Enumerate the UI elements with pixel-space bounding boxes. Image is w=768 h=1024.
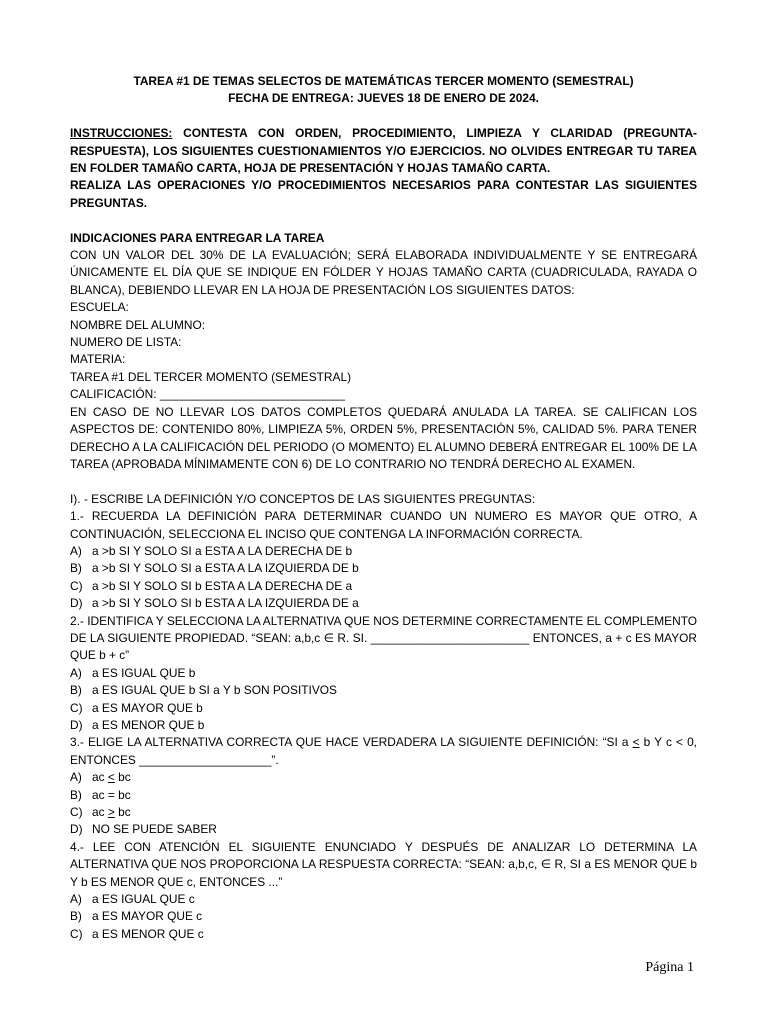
- document-body: [70, 73, 697, 943]
- delivery-heading: INDICACIONES PARA ENTREGAR LA TAREA: [70, 230, 325, 245]
- question-2: 2.- IDENTIFICA Y SELECCIONA LA ALTERNATIVA QUE NOS DETERMINE CORRECTAMENTE EL COMPLEMENTO DE LA SIGUIENTE PROPIEDAD. “SEAN: a,b,c ∈ R. SI. ________________________ ENTONCES, a + c ES MAYOR QUE b + c”: [70, 613, 697, 663]
- field-tarea: TAREA #1 DEL TERCER MOMENTO (SEMESTRAL): [70, 369, 352, 384]
- q3-option-a: A) ac < bc: [70, 770, 131, 785]
- q4-option-b: B) a ES MAYOR QUE c: [70, 909, 203, 924]
- instructions-paragraph: [70, 125, 697, 177]
- instructions-label: INSTRUCCIONES:: [70, 126, 173, 141]
- document-title: TAREA #1 DE TEMAS SELECTOS DE MATEMÁTICAS TERCER MOMENTO (SEMESTRAL): [133, 74, 634, 88]
- q2-option-b: B) a ES IGUAL QUE b SI a Y b SON POSITIVOS: [70, 683, 337, 698]
- delivery-intro: CON UN VALOR DEL 30% DE LA EVALUACIÓN; SERÁ ELABORADA INDIVIDUALMENTE Y SE ENTREGARÁ ÚNICAMENTE EL DÍA QUE SE INDIQUE EN FÓLDER Y HOJAS TAMAÑO CARTA (CUADRICULADA, RAYADA O BLANCA), DEBIENDO LLEVAR EN LA HOJA DE PRESENTACIÓN LOS SIGUIENTES DATOS:: [70, 248, 697, 297]
- field-calificacion: CALIFICACIÓN: ____________________________: [70, 387, 346, 402]
- q1-option-b: B) a >b SI Y SOLO SI a ESTA A LA IZQUIERDA DE b: [70, 561, 359, 576]
- question-3: 3.- ELIGE LA ALTERNATIVA CORRECTA QUE HACE VERDADERA LA SIGUIENTE DEFINICIÓN: “SI a < b Y c < 0, ENTONCES ____________________”.: [70, 735, 697, 767]
- field-escuela: ESCUELA:: [70, 300, 129, 315]
- q3-option-c: C) ac > bc: [70, 805, 131, 820]
- question-1: 1.- RECUERDA LA DEFINICIÓN PARA DETERMINAR CUANDO UN NUMERO ES MAYOR QUE OTRO, A CONTINUACIÓN, SELECCIONA EL INCISO QUE CONTENGA LA INFORMACIÓN CORRECTA.: [70, 509, 697, 541]
- page-number: Página 1: [645, 960, 694, 975]
- instructions-extra: REALIZA LAS OPERACIONES Y/O PROCEDIMIENTOS NECESARIOS PARA CONTESTAR LAS SIGUIENTES PREGUNTAS.: [70, 178, 697, 210]
- delivery-rules: EN CASO DE NO LLEVAR LOS DATOS COMPLETOS QUEDARÁ ANULADA LA TAREA. SE CALIFICAN LOS ASPECTOS DE: CONTENIDO 80%, LIMPIEZA 5%, ORDEN 5%, PRESENTACIÓN 5%, CALIDAD 5%. PARA TENER DERECHO A LA CALIFICACIÓN DEL PERIODO (O MOMENTO) EL ALUMNO DEBERÁ ENTREGAR EL 100% DE LA TAREA (APROBADA MÍNIMAMENTE CON 6) DE LO CONTRARIO NO TENDRÁ DERECHO AL EXAMEN.: [70, 404, 697, 471]
- q4-option-a: A) a ES IGUAL QUE c: [70, 892, 195, 907]
- due-date: FECHA DE ENTREGA: JUEVES 18 DE ENERO DE 2024.: [228, 91, 539, 106]
- section-heading: I). - ESCRIBE LA DEFINICIÓN Y/O CONCEPTOS DE LAS SIGUIENTES PREGUNTAS:: [70, 491, 536, 506]
- less-equal-symbol: <: [632, 735, 640, 750]
- q2-option-d: D) a ES MENOR QUE b: [70, 717, 205, 732]
- q1-option-c: C) a >b SI Y SOLO SI b ESTA A LA DERECHA DE a: [70, 578, 353, 593]
- field-nombre: NOMBRE DEL ALUMNO:: [70, 317, 206, 332]
- q2-option-c: C) a ES MAYOR QUE b: [70, 700, 203, 715]
- q4-option-c: C) a ES MENOR QUE c: [70, 926, 204, 941]
- field-materia: MATERIA:: [70, 352, 126, 367]
- q2-option-a: A) a ES IGUAL QUE b: [70, 665, 196, 680]
- q1-option-d: D) a >b SI Y SOLO SI b ESTA A LA IZQUIERDA DE a: [70, 596, 359, 611]
- question-4: 4.- LEE CON ATENCIÓN EL SIGUIENTE ENUNCIADO Y DESPUÉS DE ANALIZAR LO DETERMINA LA ALTERNATIVA QUE NOS PROPORCIONA LA RESPUESTA CORRECTA: “SEAN: a,b,c, ∈ R, SI a ES MENOR QUE b Y b ES MENOR QUE c, ENTONCES ...”: [70, 839, 697, 889]
- q3-option-b: B) ac = bc: [70, 787, 131, 802]
- q3-option-d: D) NO SE PUEDE SABER: [70, 822, 217, 837]
- instructions-text: CONTESTA CON ORDEN, PROCEDIMIENTO, LIMPIEZA Y CLARIDAD (PREGUNTA-RESPUESTA), LOS SIGUIENTES CUESTIONAMIENTOS Y/O EJERCICIOS. NO OLVIDES ENTREGAR TU TAREA EN FOLDER TAMAÑO CARTA, HOJA DE PRESENTACIÓN Y HOJAS TAMAÑO CARTA.: [70, 126, 697, 176]
- q1-option-a: A) a >b SI Y SOLO SI a ESTA A LA DERECHA DE b: [70, 543, 353, 558]
- field-numero-lista: NUMERO DE LISTA:: [70, 335, 182, 350]
